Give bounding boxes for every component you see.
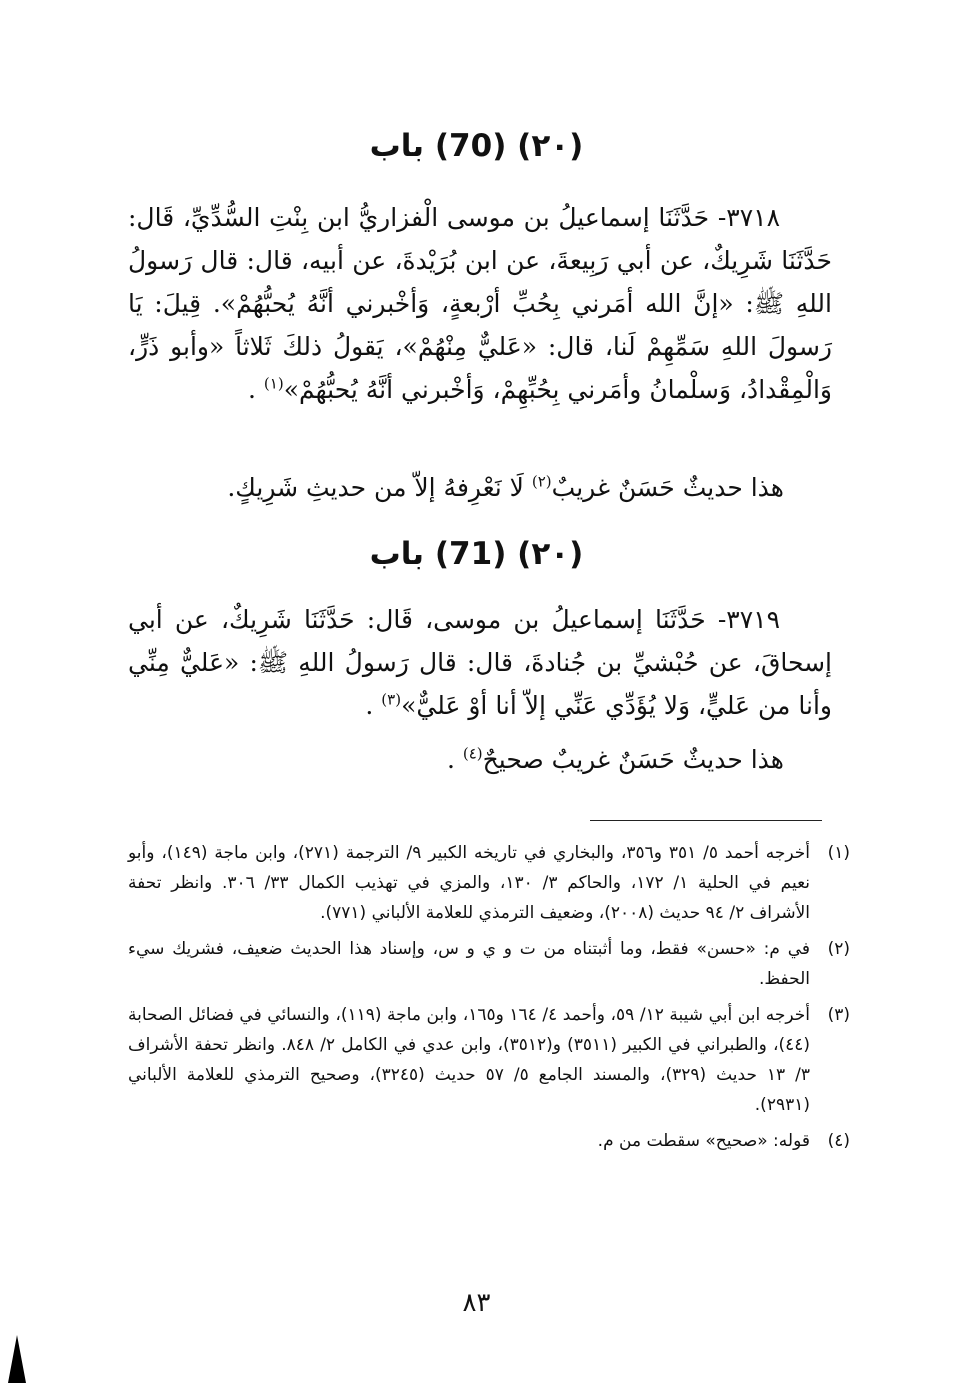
footnote-ref-3: (٣) xyxy=(381,690,402,709)
footnote-text: أخرجه أحمد ٥/ ٣٥١ و٣٥٦، والبخاري في تاريخه الكبير ٩/ الترجمة (٢٧١)، وابن ماجة (١٤٩)، وأبو نعيم في الحلية ١/ ١٧٢، والحاكم ٣/ ١٣٠، والمزي في تهذيب الكمال ٣٣/ ٣٠٦. وانظر تحفة الأشراف ٢/ ٩٤ حديث (٢٠٠٨)، وضعيف الترمذي للعلامة الألباني (٧٧١). xyxy=(128,843,811,923)
hadith-3718 xyxy=(128,196,832,411)
footnote-2 xyxy=(128,934,850,994)
hadith-3719-text: ٣٧١٩- حَدَّثَنَا إسماعيلُ بن موسى، قَال: حَدَّثَنَا شَرِيكٌ، عن أبي إسحاقَ، عن حُبْشيِّ بن جُنادةَ، قال: قال رَسولُ اللهِ ﷺ: «عَليٌّ مِنِّي وأنا من عَليٍّ، وَلا يُؤَدِّي عَنِّي إلاّ أنا أوْ عَليٌّ» xyxy=(128,605,832,720)
grade-3718-text-end: لَا نَعْرِفهُ إلاّ من حديثِ شَرِيكٍ. xyxy=(227,473,532,502)
corner-mark-icon xyxy=(8,1335,26,1383)
hadith-3718-text: ٣٧١٨- حَدَّثَنَا إسماعيلُ بن موسى الْفزاريُّ ابن بِنْتِ السُّدِّيِّ، قَال: حَدَّثَنَا شَرِيكٌ، عن أبي رَبِيعةَ، عن ابن بُرَيْدةَ، عن أبيه، قال: قال رَسولُ اللهِ ﷺ: «إنَّ الله أمَرني بِحُبِّ أرْبعةٍ، وَأخْبرني أنَّهُ يُحبُّهُمْ». قِيلَ: يَا رَسولَ اللهِ سَمِّهِمْ لَنا، قال: «عَليٌّ مِنْهُمْ»، يَقولُ ذلكَ ثَلاثاً «وأبو ذَرٍّ، وَالْمِقْدادُ، وَسلْمانُ وأمَرني بِحُبِّهِمْ، وَأخْبرني أنَّهُ يُحبُّهُمْ» xyxy=(128,203,832,404)
grade-3719 xyxy=(128,738,832,781)
grade-3718-text: هذا حديثٌ حَسَنٌ غريبٌ xyxy=(551,473,784,502)
hadith-3719 xyxy=(128,598,832,727)
footnote-text: في م: «حسن» فقط، وما أثبتناه من ت و ي و س، وإسناد هذا الحديث ضعيف، فشريك سيء الحفظ. xyxy=(128,939,810,989)
footnote-ref-1: (١) xyxy=(263,374,284,393)
footnote-text: أخرجه ابن أبي شيبة ١٢/ ٥٩، وأحمد ٤/ ١٦٤ و١٦٥، وابن ماجة (١١٩)، والنسائي في فضائل الصحابة (٤٤)، والطبراني في الكبير (٣٥١١) و(٣٥١٢)، وابن عدي في الكامل ٢/ ٨٤٨. وانظر تحفة الأشراف ٣/ ١٣ حديث (٣٢٩)، والمسند الجامع ٥/ ٥٧ حديث (٣٢٤٥)، وصحيح الترمذي للعلامة الألباني (٢٩٣١). xyxy=(128,1005,811,1115)
grade-3719-text: هذا حديثٌ حَسَنٌ غريبٌ صحيحٌ xyxy=(482,745,784,774)
page-number: ٨٣ xyxy=(462,1288,491,1318)
hadith-3718-end: . xyxy=(248,375,264,404)
chapter-heading-71: (٢٠) (71) باب xyxy=(369,536,584,572)
footnote-text: قوله: «صحيح» سقطت من م. xyxy=(597,1131,810,1151)
footnote-1 xyxy=(128,838,850,928)
footnote-4 xyxy=(128,1126,850,1156)
footnote-ref-2: (٢) xyxy=(531,472,552,491)
hadith-3719-end: . xyxy=(365,691,382,720)
grade-3718 xyxy=(128,466,832,509)
chapter-heading-70: (٢٠) (70) باب xyxy=(369,128,584,164)
footnote-number: (٤) xyxy=(827,1131,850,1151)
footnote-ref-4: (٤) xyxy=(462,744,483,763)
footnote-separator xyxy=(590,820,822,821)
footnote-number: (٢) xyxy=(827,939,850,959)
footnote-3 xyxy=(128,1000,850,1120)
grade-3719-text-end: . xyxy=(446,745,463,774)
footnote-number: (٣) xyxy=(827,1005,850,1025)
footnote-number: (١) xyxy=(827,843,850,863)
footnotes xyxy=(128,838,850,1162)
